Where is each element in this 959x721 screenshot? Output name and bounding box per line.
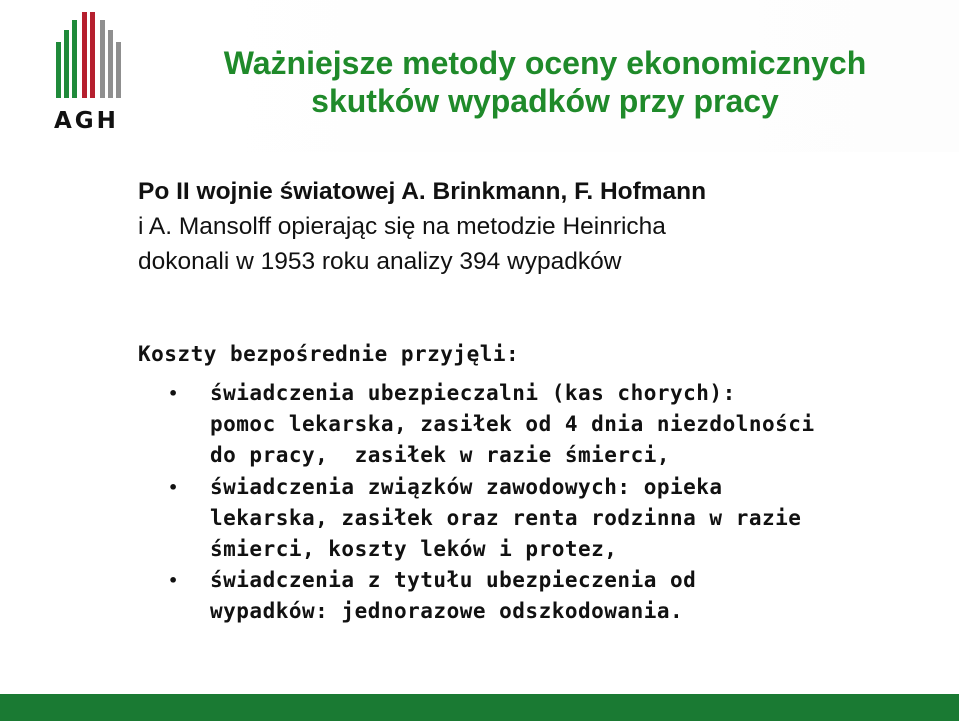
bullet-icon: • bbox=[168, 571, 179, 591]
bullet-icon: • bbox=[168, 384, 179, 403]
list-item bbox=[138, 472, 928, 566]
list-item-line: do pracy, zasiłek w razie śmierci, bbox=[210, 443, 671, 468]
intro-line-1: Po II wojnie światowej A. Brinkmann, F. Hofmann bbox=[138, 178, 707, 205]
list-item bbox=[138, 565, 928, 627]
slide-title bbox=[150, 44, 940, 120]
list-item-line: pomoc lekarska, zasiłek od 4 dnia niezdolności bbox=[210, 412, 815, 437]
list-item-line: świadczenia z tytułu ubezpieczenia od bbox=[210, 568, 697, 593]
list-item-line: lekarska, zasiłek oraz renta rodzinna w razie bbox=[210, 505, 802, 530]
agh-logo bbox=[52, 12, 136, 140]
costs-heading: Koszty bezpośrednie przyjęli: bbox=[138, 342, 520, 366]
bullet-icon: • bbox=[168, 477, 179, 497]
intro-line-2: i A. Mansolff opierając się na metodzie Heinricha bbox=[138, 213, 666, 240]
intro-line-3: dokonali w 1953 roku analizy 394 wypadków bbox=[138, 248, 622, 275]
footer-band bbox=[0, 694, 959, 721]
costs-list bbox=[138, 378, 928, 628]
list-item bbox=[138, 378, 928, 472]
list-item-line: świadczenia związków zawodowych: opieka bbox=[210, 474, 723, 499]
logo-text: AGH bbox=[54, 108, 119, 134]
title-line-2: skutków wypadków przy pracy bbox=[311, 83, 779, 119]
list-item-line: wypadków: jednorazowe odszkodowania. bbox=[210, 599, 684, 624]
list-item-line: śmierci, koszty leków i protez, bbox=[210, 537, 618, 562]
intro-paragraph bbox=[138, 174, 938, 279]
title-line-1: Ważniejsze metody oceny ekonomicznych bbox=[223, 45, 867, 81]
list-item-line: świadczenia ubezpieczalni (kas chorych): bbox=[210, 381, 736, 405]
